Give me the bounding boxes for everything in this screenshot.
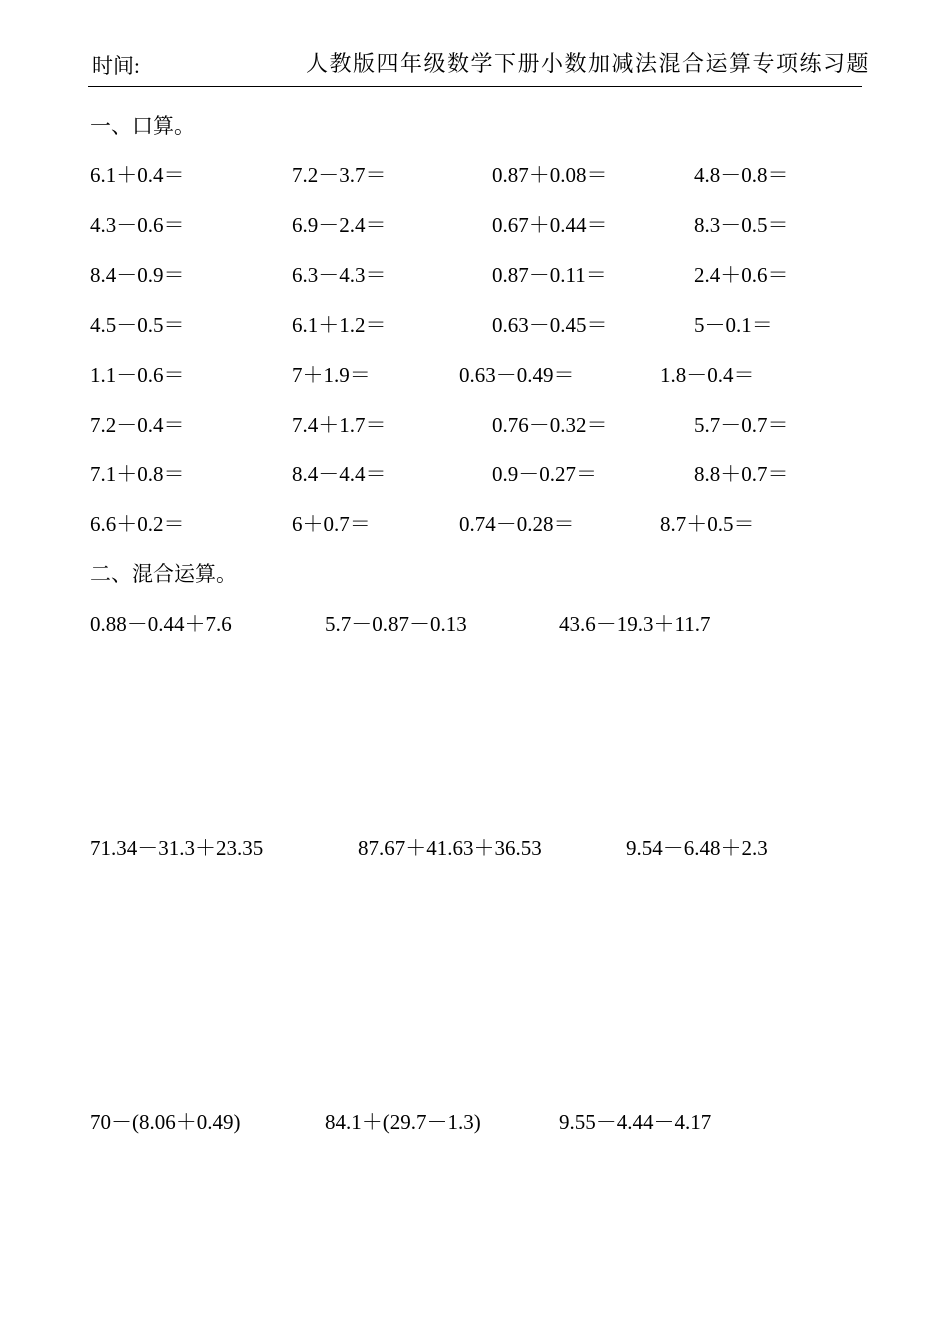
oral-problem: 1.8－0.4＝ (660, 363, 755, 387)
oral-problem: 2.4＋0.6＝ (694, 263, 789, 287)
oral-problem: 0.76－0.32＝ (492, 413, 608, 437)
section-2-title: 二、混合运算。 (90, 562, 237, 586)
oral-problem: 6.1＋0.4＝ (90, 163, 185, 187)
time-label: 时间: (92, 54, 140, 78)
mixed-problem: 84.1＋(29.7－1.3) (325, 1110, 481, 1134)
page-title: 人教版四年级数学下册小数加减法混合运算专项练习题 (305, 51, 870, 76)
oral-problem: 8.7＋0.5＝ (660, 512, 755, 536)
oral-problem: 6＋0.7＝ (292, 512, 371, 536)
oral-problem: 8.4－0.9＝ (90, 263, 185, 287)
oral-problem: 6.6＋0.2＝ (90, 512, 185, 536)
oral-problem: 0.9－0.27＝ (492, 462, 597, 486)
oral-problem: 5.7－0.7＝ (694, 413, 789, 437)
oral-problem: 8.3－0.5＝ (694, 213, 789, 237)
oral-problem: 0.63－0.49＝ (459, 363, 575, 387)
section-1-title: 一、口算。 (90, 114, 195, 138)
oral-problem: 4.3－0.6＝ (90, 213, 185, 237)
mixed-problem: 5.7－0.87－0.13 (325, 612, 467, 636)
oral-problem: 5－0.1＝ (694, 313, 773, 337)
oral-problem: 4.5－0.5＝ (90, 313, 185, 337)
oral-problem: 0.87－0.11＝ (492, 263, 607, 287)
mixed-problem: 43.6－19.3＋11.7 (559, 612, 711, 636)
oral-problem: 7.1＋0.8＝ (90, 462, 185, 486)
oral-problem: 4.8－0.8＝ (694, 163, 789, 187)
oral-problem: 6.9－2.4＝ (292, 213, 387, 237)
oral-problem: 7.4＋1.7＝ (292, 413, 387, 437)
mixed-problem: 0.88－0.44＋7.6 (90, 612, 232, 636)
mixed-problem: 9.54－6.48＋2.3 (626, 836, 768, 860)
mixed-problem: 9.55－4.44－4.17 (559, 1110, 712, 1134)
mixed-problem: 87.67＋41.63＋36.53 (358, 836, 542, 860)
oral-problem: 0.87＋0.08＝ (492, 163, 608, 187)
oral-problem: 7.2－0.4＝ (90, 413, 185, 437)
oral-problem: 8.4－4.4＝ (292, 462, 387, 486)
oral-problem: 8.8＋0.7＝ (694, 462, 789, 486)
mixed-problem: 71.34－31.3＋23.35 (90, 836, 264, 860)
oral-problem: 6.3－4.3＝ (292, 263, 387, 287)
oral-problem: 0.67＋0.44＝ (492, 213, 608, 237)
oral-problem: 0.74－0.28＝ (459, 512, 575, 536)
oral-problem: 0.63－0.45＝ (492, 313, 608, 337)
oral-problem: 7＋1.9＝ (292, 363, 371, 387)
oral-problem: 7.2－3.7＝ (292, 163, 387, 187)
oral-problem: 1.1－0.6＝ (90, 363, 185, 387)
oral-problem: 6.1＋1.2＝ (292, 313, 387, 337)
header-divider (88, 86, 862, 87)
mixed-problem: 70－(8.06＋0.49) (90, 1110, 241, 1134)
